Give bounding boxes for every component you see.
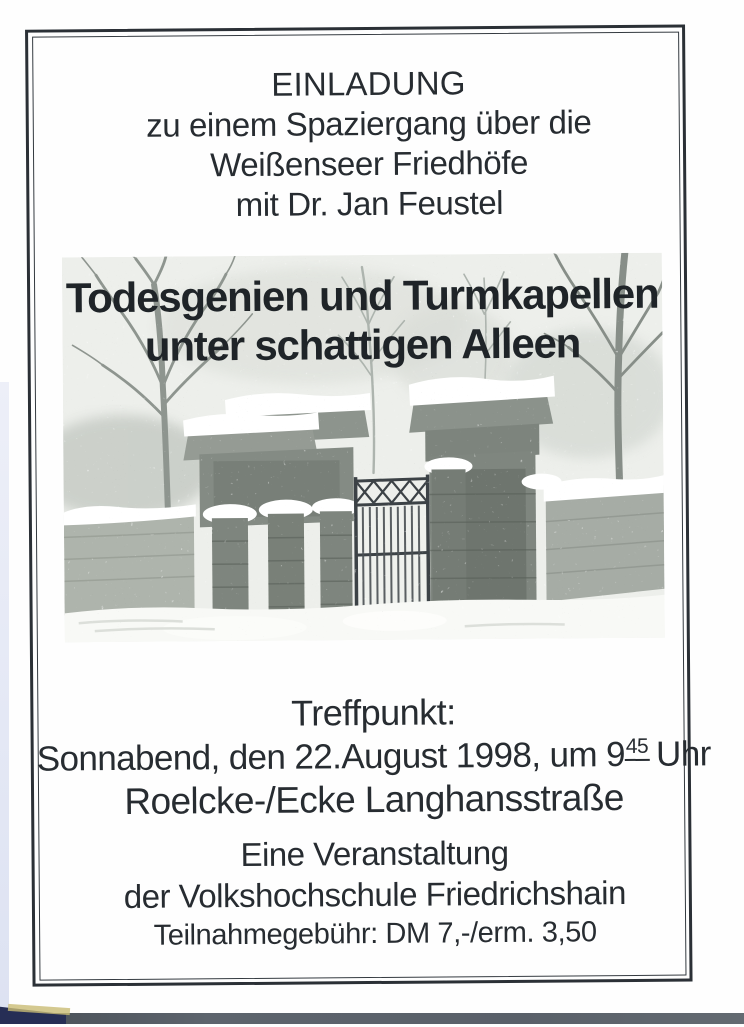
organizer-info	[2, 830, 744, 956]
event-title-line-2: unter schattigen Alleen	[144, 319, 581, 370]
event-title-line-1: Todesgenien und Turmkapellen	[65, 269, 659, 322]
organizer-line-1: Eine Veranstaltung	[240, 833, 509, 874]
header-line-walk: zu einem Spaziergang über die	[146, 103, 592, 144]
meeting-date-line	[2, 731, 744, 783]
event-title	[62, 269, 663, 372]
scan-bottom-band	[0, 1013, 744, 1024]
organizer-line-2: der Volkshochschule Friedrichshain	[123, 874, 627, 915]
einladung-heading: EINLADUNG	[271, 64, 466, 103]
treffpunkt-heading: Treffpunkt:	[290, 691, 456, 734]
cemetery-photo	[62, 253, 665, 643]
header-line-cemeteries: Weißenseer Friedhöfe	[210, 143, 529, 184]
scan-edge-strip	[0, 382, 9, 1010]
meeting-date-suffix: Uhr	[655, 734, 711, 774]
meeting-date-prefix: Sonnabend, den 22.August 1998, um 9	[36, 735, 626, 779]
header-line-guide: mit Dr. Jan Feustel	[235, 183, 504, 224]
invitation-header	[0, 61, 742, 227]
participation-fee-line: Teilnahmegebühr: DM 7,-/erm. 3,50	[153, 916, 597, 952]
meeting-location-line: Roelcke-/Ecke Langhansstraße	[124, 777, 624, 822]
meeting-info	[1, 689, 744, 823]
meeting-time-superscript: 45	[625, 735, 650, 761]
